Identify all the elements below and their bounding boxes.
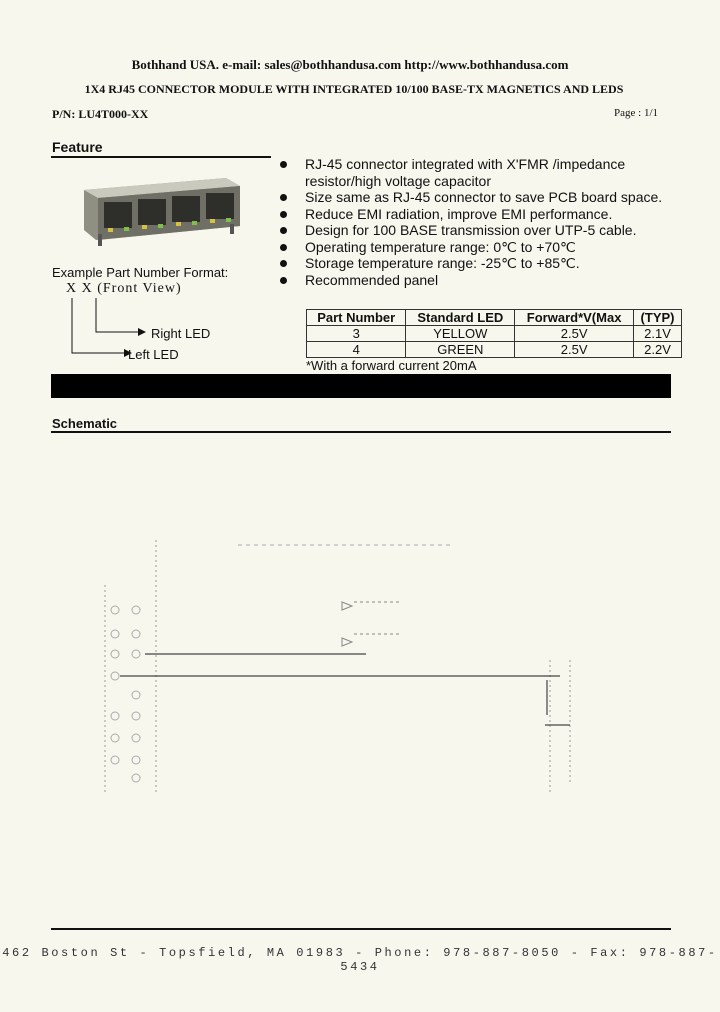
schematic-diagram bbox=[70, 530, 630, 820]
table-cell: 3 bbox=[307, 326, 406, 342]
schematic-rule bbox=[51, 431, 671, 433]
table-header-row bbox=[307, 310, 682, 326]
table-cell: 4 bbox=[307, 342, 406, 358]
front-view-label: X X (Front View) bbox=[66, 281, 182, 296]
part-number: P/N: LU4T000-XX bbox=[52, 107, 149, 121]
feature-item: Recommended panel bbox=[280, 272, 680, 289]
section-divider-band bbox=[51, 374, 671, 398]
right-led-label: Right LED bbox=[151, 326, 211, 341]
document-title: 1X4 RJ45 CONNECTOR MODULE WITH INTEGRATED 10/100 BASE-TX MAGNETICS AND LEDS bbox=[84, 82, 624, 96]
feature-heading: Feature bbox=[52, 139, 103, 155]
feature-item: Storage temperature range: -25℃ to +85℃. bbox=[280, 255, 680, 272]
table-header: Standard LED bbox=[406, 310, 515, 326]
schematic-heading: Schematic bbox=[52, 416, 118, 431]
led-spec-table bbox=[306, 309, 682, 358]
table-cell: 2.2V bbox=[634, 342, 682, 358]
feature-item: Design for 100 BASE transmission over UTP-5 cable. bbox=[280, 222, 680, 239]
table-cell: YELLOW bbox=[406, 326, 515, 342]
table-row bbox=[307, 342, 682, 358]
feature-item: RJ-45 connector integrated with X'FMR /impedance resistor/high voltage capacitor bbox=[280, 156, 680, 189]
forward-current-note: *With a forward current 20mA bbox=[306, 358, 477, 373]
example-part-format-label: Example Part Number Format: bbox=[52, 265, 229, 280]
rj45-connector-image bbox=[76, 168, 246, 258]
table-header: Forward*V(Max bbox=[515, 310, 634, 326]
table-row bbox=[307, 326, 682, 342]
footer-rule bbox=[51, 928, 671, 930]
feature-item: Size same as RJ-45 connector to save PCB board space. bbox=[280, 189, 680, 206]
table-header: Part Number bbox=[307, 310, 406, 326]
header-contact: Bothhand USA. e-mail: sales@bothhandusa.com http://www.bothhandusa.com bbox=[131, 57, 569, 72]
left-led-label: Left LED bbox=[128, 347, 179, 362]
table-cell: 2.1V bbox=[634, 326, 682, 342]
page-indicator: Page : 1/1 bbox=[614, 107, 658, 119]
feature-list bbox=[280, 156, 680, 288]
feature-item: Reduce EMI radiation, improve EMI performance. bbox=[280, 206, 680, 223]
feature-item: Operating temperature range: 0℃ to +70℃ bbox=[280, 239, 680, 256]
footer-address: 462 Boston St - Topsfield, MA 01983 - Phone: 978-887-8050 - Fax: 978-887-5434 bbox=[2, 946, 718, 974]
feature-rule bbox=[51, 156, 271, 158]
table-header: (TYP) bbox=[634, 310, 682, 326]
table-cell: 2.5V bbox=[515, 342, 634, 358]
table-cell: 2.5V bbox=[515, 326, 634, 342]
table-cell: GREEN bbox=[406, 342, 515, 358]
